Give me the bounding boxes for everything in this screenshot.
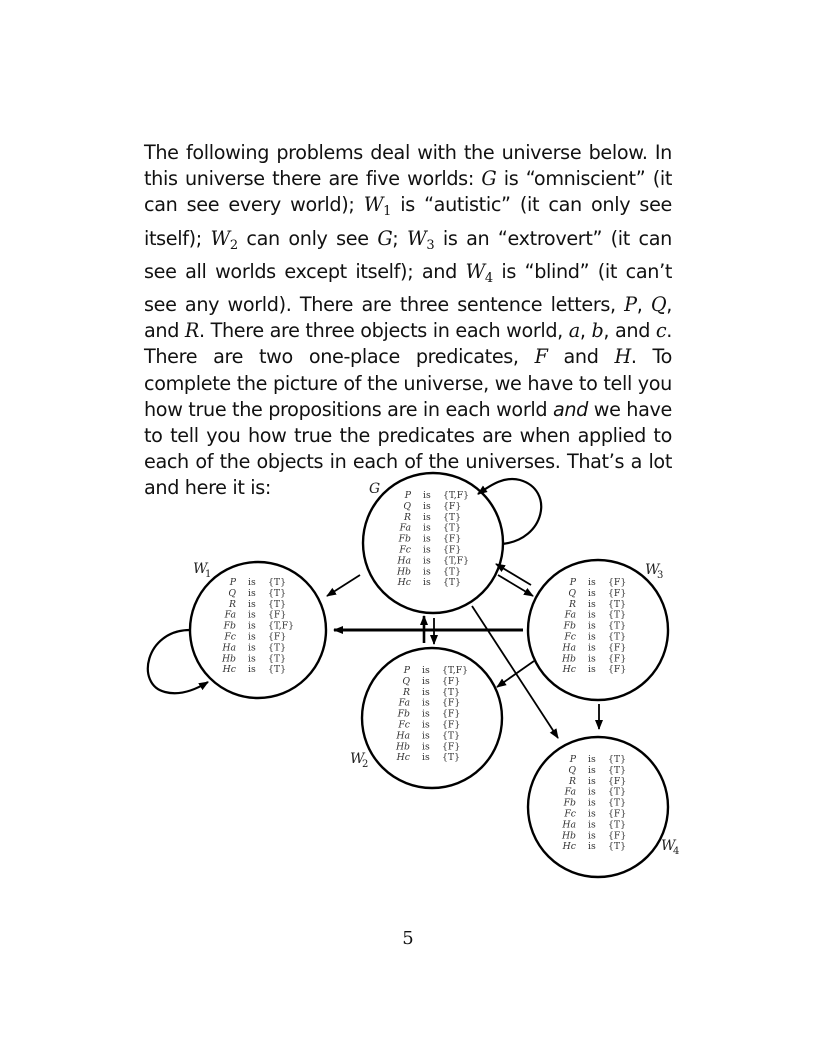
row-value: {F} [442,675,461,687]
row-value: {T} [268,587,287,599]
row-predicate: Ha [562,642,576,654]
row-predicate: Q [568,587,576,599]
world-circle [528,560,668,700]
row-value: {T} [608,819,627,831]
row-value: {T,F} [268,620,295,632]
row-verb: is [248,653,256,665]
row-predicate: Hc [397,577,411,589]
row-verb: is [588,631,596,643]
row-verb: is [588,577,596,588]
row-value: {F} [442,741,461,753]
row-predicate: Fc [564,808,576,820]
row-verb: is [422,719,430,731]
row-verb: is [423,577,431,589]
row-predicate: Fa [564,786,576,798]
row-verb: is [248,598,256,610]
row-value: {F} [608,830,627,842]
text-run: . There are two one-place predicates, [144,319,673,369]
world-g-ref: G [377,226,393,250]
row-verb: is [588,775,596,787]
row-value: {T} [268,577,287,588]
row-predicate: R [404,511,411,523]
row-verb: is [422,730,430,742]
row-verb: is [588,598,596,610]
row-predicate: Q [228,587,236,599]
row-value: {T} [443,577,462,589]
edge-g-to-w1 [327,575,360,596]
row-value: {T} [268,598,287,610]
row-value: {F} [442,708,461,720]
row-value: {T} [443,511,462,523]
row-predicate: Hb [561,653,576,665]
row-verb: is [588,830,596,842]
row-verb: is [588,653,596,665]
row-value: {F} [442,719,461,731]
page-number: 5 [402,928,414,949]
row-predicate: R [403,686,410,698]
row-value: {T} [608,764,627,776]
world-g-ref: G [481,167,497,191]
row-predicate: Hc [562,841,576,853]
row-verb: is [588,764,596,776]
row-verb: is [422,686,430,698]
row-verb: is [588,841,596,853]
row-verb: is [588,819,596,831]
row-value: {T} [268,664,287,676]
world-label: W [193,561,208,577]
row-predicate: Fb [223,620,236,632]
world-circle [528,737,668,877]
row-verb: is [423,522,431,534]
row-value: {T} [442,686,461,698]
row-verb: is [588,664,596,676]
text-run: , [636,293,651,317]
letter-p: P [624,293,637,317]
world-w2 [350,648,502,788]
row-value: {T} [608,631,627,643]
row-verb: is [422,752,430,764]
object-c: c [655,319,667,343]
predicate-h: H [614,345,631,369]
row-value: {F} [268,631,287,643]
text-run: can only see [237,226,378,250]
text-run: is an “extrovert” (it can see all worlds except itself); and [144,226,672,283]
row-predicate: Ha [562,819,576,831]
world-label-subscript: 3 [657,570,664,581]
row-verb: is [423,555,431,567]
row-value: {T} [608,754,627,765]
predicate-f: F [534,345,548,369]
row-predicate: Fc [224,631,236,643]
row-predicate: R [569,598,576,610]
row-verb: is [588,786,596,798]
row-verb: is [588,642,596,654]
row-predicate: Fc [564,631,576,643]
world-label: W [350,751,365,767]
row-verb: is [423,566,431,578]
row-predicate: Ha [396,730,410,742]
row-value: {T} [608,841,627,853]
text-run: , and [144,293,672,343]
world-w-ref: W [210,226,230,250]
row-value: {T} [608,620,627,632]
world-circle [363,473,503,613]
text-run: ; [392,226,408,250]
row-predicate: Fb [563,620,576,632]
world-label-subscript: 4 [673,846,680,857]
world-label: W [661,838,676,854]
row-predicate: Hc [222,664,236,676]
row-value: {F} [443,544,462,556]
world-w1 [190,561,326,698]
row-verb: is [248,664,256,676]
row-predicate: Hb [561,830,576,842]
world-circle [362,648,502,788]
row-verb: is [588,754,596,765]
text-run: is “blind” (it can’t see any world). There are three sentence letters, [144,259,672,317]
row-value: {F} [608,664,627,676]
text-run: and [547,345,615,369]
row-value: {T} [608,609,627,621]
row-predicate: Hc [562,664,576,676]
row-value: {T} [443,522,462,534]
row-verb: is [423,500,431,512]
row-verb: is [248,642,256,654]
row-predicate: Fb [563,797,576,809]
row-value: {T} [608,786,627,798]
row-value: {F} [268,609,287,621]
letter-r: R [184,319,199,343]
text-run: is “autistic” (it can only see itself); [144,193,672,250]
row-verb: is [588,797,596,809]
row-predicate: Q [568,764,576,776]
row-predicate: P [404,490,411,501]
row-verb: is [423,511,431,523]
row-predicate: Hc [396,752,410,764]
row-verb: is [248,587,256,599]
row-value: {F} [608,587,627,599]
object-a: a [568,319,580,343]
row-predicate: Fb [397,708,410,720]
row-value: {T} [268,653,287,665]
row-value: {T} [443,566,462,578]
row-value: {T} [442,730,461,742]
row-value: {F} [608,653,627,665]
row-predicate: Q [403,500,411,512]
row-value: {T} [442,752,461,764]
row-predicate: P [229,577,236,588]
world-w-ref: W [465,259,485,283]
subscript: 4 [484,270,493,286]
row-value: {F} [442,697,461,709]
row-value: {T} [608,598,627,610]
row-verb: is [423,544,431,556]
edge-g-to-g [478,479,541,544]
edge-g-to-w3 [498,575,533,596]
world-w-ref: W [407,226,427,250]
row-predicate: Hb [221,653,236,665]
world-label-subscript: 1 [205,569,212,580]
row-verb: is [422,708,430,720]
row-value: {F} [608,642,627,654]
row-verb: is [588,609,596,621]
row-value: {F} [608,577,627,588]
text-run: . There are three objects in each world, [199,319,569,343]
letter-q: Q [650,293,667,317]
row-value: {T} [268,642,287,654]
row-verb: is [422,741,430,753]
row-predicate: Hb [395,741,410,753]
row-predicate: Q [402,675,410,687]
row-verb: is [422,665,430,676]
row-verb: is [248,620,256,632]
row-verb: is [588,587,596,599]
world-w-ref: W [363,193,384,217]
row-predicate: Fa [399,522,411,534]
world-w4 [528,737,679,877]
row-verb: is [422,697,430,709]
row-value: {T,F} [442,665,469,676]
row-verb: is [248,631,256,643]
row-verb: is [248,577,256,588]
row-predicate: Fb [398,533,411,545]
row-predicate: Fc [399,544,411,556]
row-verb: is [423,490,431,501]
row-value: {F} [608,775,627,787]
text-run: . To complete the picture of the universe, we have to tell you how true the propositions are in each world [144,345,672,421]
text-run: is “omniscient” (it can see every world); [144,167,672,217]
object-b: b [591,319,604,343]
world-g [363,473,503,613]
row-predicate: Fa [564,609,576,621]
row-value: {F} [443,533,462,545]
world-label-subscript: 2 [362,759,369,770]
row-predicate: P [403,665,410,676]
row-predicate: Hb [396,566,411,578]
row-value: {T,F} [443,555,470,567]
row-predicate: Ha [222,642,236,654]
row-predicate: R [229,598,236,610]
row-verb: is [248,609,256,621]
text-run: The following problems deal with the universe below. In this universe there are five worlds: [144,141,672,191]
emphasis: and [552,397,588,421]
row-verb: is [588,620,596,632]
row-predicate: P [569,577,576,588]
worlds-layer [190,473,679,877]
subscript: 3 [426,237,435,253]
world-label: W [645,562,660,578]
row-predicate: Fa [398,697,410,709]
row-verb: is [422,675,430,687]
world-circle [190,562,326,698]
edge-w3-to-g [496,564,531,585]
text-run: , [579,319,592,343]
row-value: {T} [608,797,627,809]
row-predicate: P [569,754,576,765]
row-value: {T,F} [443,490,470,501]
row-predicate: R [569,775,576,787]
text-run: we have to tell you how true the predicates are when applied to each of the objects in each of the universes. That’s a lot and here it is: [144,397,672,500]
text-run: , and [603,319,656,343]
row-value: {F} [443,500,462,512]
row-predicate: Fa [224,609,236,621]
subscript: 2 [229,237,238,253]
row-verb: is [588,808,596,820]
row-value: {F} [608,808,627,820]
row-verb: is [423,533,431,545]
row-predicate: Fc [398,719,410,731]
edge-w3-to-w2 [497,661,534,687]
row-predicate: Ha [397,555,411,567]
world-w3 [528,560,668,700]
subscript: 1 [383,204,391,220]
world-label: G [369,481,381,497]
